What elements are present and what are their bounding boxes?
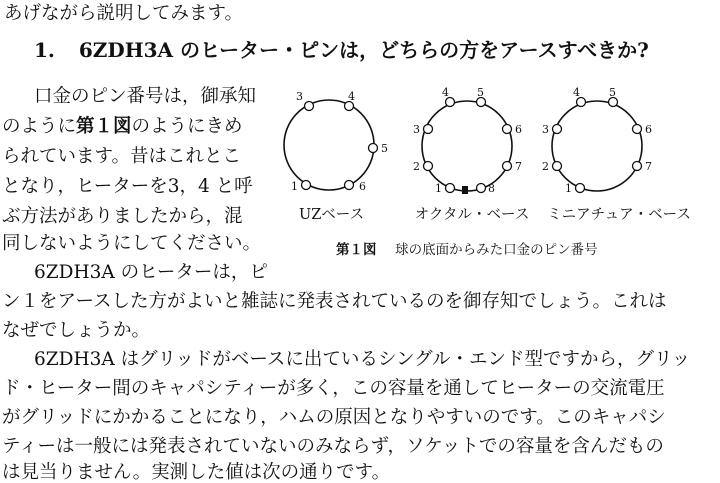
uz-pin-6	[345, 181, 354, 190]
octal-pin-3	[424, 125, 433, 134]
mini-pin-5-label: 5	[609, 86, 616, 99]
mini-pin-1-label: 1	[565, 182, 572, 195]
para1-line3: られています。昔はこれとこ	[2, 146, 242, 167]
mini-pin-6-label: 6	[645, 123, 652, 136]
uz-pin-1-label: 1	[291, 180, 298, 193]
para1-line6: 同しないようにしてください。	[2, 233, 262, 254]
octal-pin-5-label: 5	[477, 86, 484, 99]
octal-pin-7	[503, 162, 512, 171]
uz-base-outline	[284, 100, 374, 190]
para1-line2	[2, 117, 243, 137]
para3-line3: がグリッドにかかることになり，ハムの原因となりやすいのです。このキャパシ	[2, 407, 666, 428]
octal-base-label: オクタル・ベース	[414, 207, 530, 223]
figure-reference: 第１図	[76, 116, 132, 137]
para2-line1: 6ZDH3A のヒーターは，ピ	[34, 262, 268, 283]
para3-line5: は見当りません。実測した値は次の通りです。	[2, 462, 391, 483]
octal-pin-8	[477, 184, 486, 193]
octal-key	[462, 186, 468, 194]
para1-line1: 口金のピン番号は，御承知	[34, 86, 257, 107]
uz-pin-4-label: 4	[348, 90, 355, 103]
mini-pin-2-label: 2	[542, 160, 549, 173]
octal-pin-1-label: 1	[435, 182, 442, 195]
mini-pin-6	[633, 125, 642, 134]
figure-caption-number: 第１図	[336, 242, 377, 258]
uz-base-diagram	[284, 90, 388, 193]
octal-pin-1	[446, 184, 455, 193]
mini-pin-1	[576, 184, 585, 193]
para3-line4: ティーは一般には発表されていないのみならず，ソケットでの容量を含んだもの	[2, 436, 664, 457]
para1-line2-b: のようにきめ	[131, 116, 243, 137]
mini-pin-4-label: 4	[573, 86, 580, 99]
figure-caption	[336, 242, 598, 258]
tube-base-diagram	[270, 82, 720, 212]
uz-pin-5	[369, 144, 378, 153]
miniature-base-diagram	[542, 86, 652, 195]
mini-pin-3	[553, 125, 562, 134]
uz-pin-6-label: 6	[359, 180, 366, 193]
miniature-base-label: ミニアチュア・ベース	[547, 207, 691, 223]
mini-pin-2	[553, 162, 562, 171]
para1-line2-a: のように	[2, 116, 77, 137]
section-number: 1.	[34, 38, 55, 62]
octal-pin-2	[424, 162, 433, 171]
octal-pin-6	[503, 125, 512, 134]
octal-pin-7-label: 7	[515, 160, 522, 173]
para2-line3: なぜでしょうか。	[2, 320, 151, 341]
intro-line: あげながら説明してみます。	[4, 3, 244, 24]
octal-pin-4-label: 4	[442, 86, 449, 99]
uz-pin-5-label: 5	[381, 142, 388, 155]
section-heading	[34, 38, 649, 62]
uz-pin-3	[305, 102, 314, 111]
figure-caption-text: 球の底面からみた口金のピン番号	[395, 242, 598, 258]
uz-pin-1	[302, 181, 311, 190]
section-title: 6ZDH3A のヒーター・ピンは，どちらの方をアースすべきか?	[78, 38, 649, 62]
para3-line1: 6ZDH3A はグリッドがベースに出ているシングル・エンド型ですから，グリッ	[34, 349, 691, 370]
uz-base-label: UZベース	[299, 207, 365, 223]
octal-pin-3-label: 3	[413, 123, 420, 136]
mini-pin-7-label: 7	[645, 160, 652, 173]
miniature-base-outline	[552, 101, 642, 191]
para1-line4: となり，ヒーターを3，4 と呼	[2, 176, 253, 197]
octal-base-outline	[422, 101, 512, 191]
uz-pin-3-label: 3	[296, 90, 303, 103]
mini-pin-7	[633, 162, 642, 171]
para3-line2: ド・ヒーター間のキャパシティーが多く，この容量を通してヒーターの交流電圧	[2, 378, 665, 399]
mini-pin-3-label: 3	[542, 123, 549, 136]
para1-line5: ぶ方法がありましたから，混	[2, 206, 243, 227]
para2-line2: ン１をアースした方がよいと雑誌に発表されているのを御存知でしょう。これは	[2, 291, 667, 312]
octal-pin-2-label: 2	[413, 160, 420, 173]
octal-pin-6-label: 6	[515, 123, 522, 136]
octal-base-diagram	[413, 86, 522, 195]
octal-pin-8-label: 8	[488, 182, 495, 195]
